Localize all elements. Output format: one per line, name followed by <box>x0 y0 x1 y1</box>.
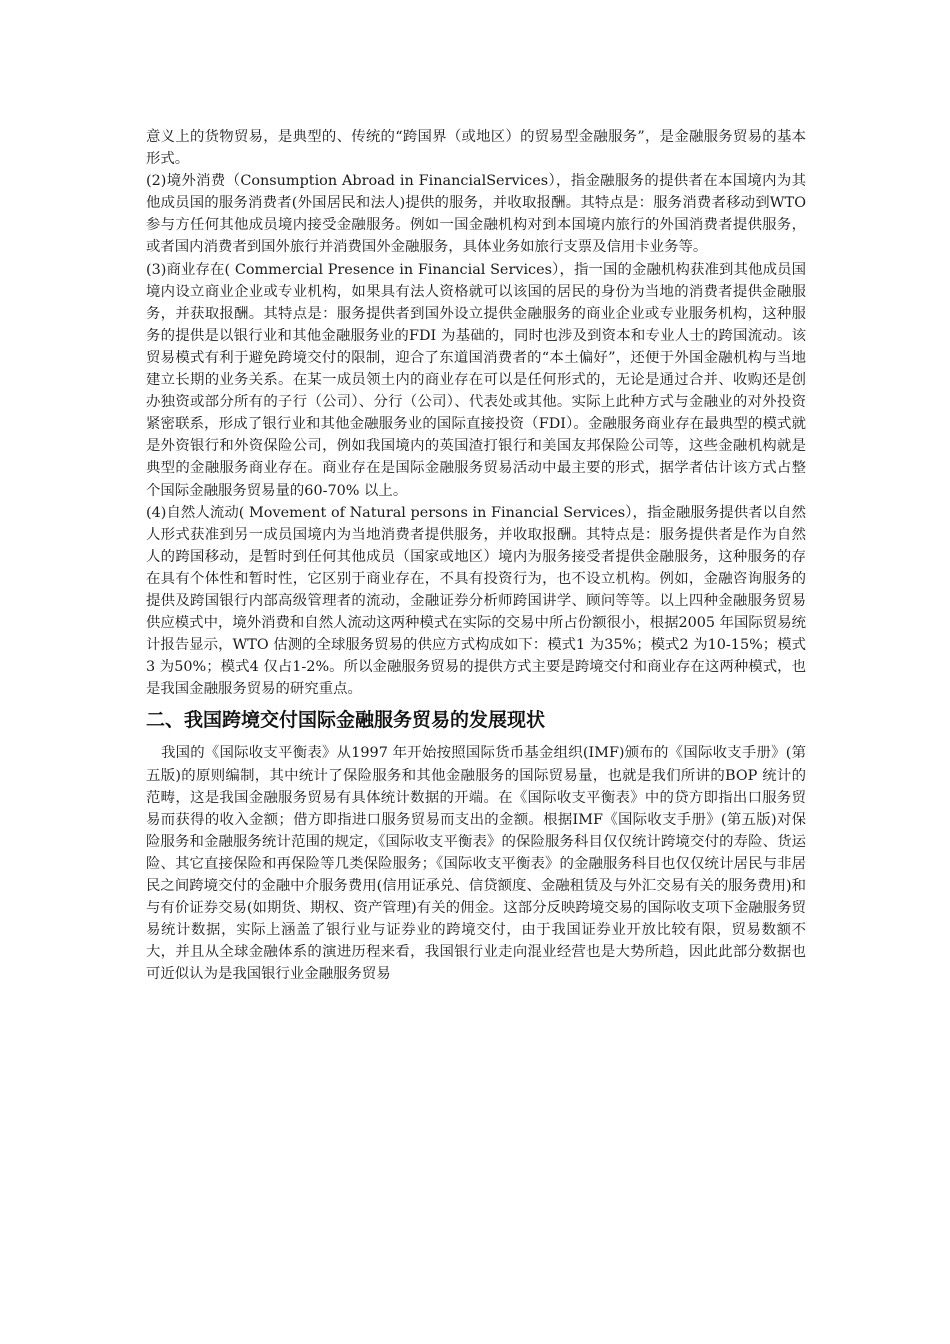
paragraph-natural-persons: (4)自然人流动( Movement of Natural persons in Financial Services），指金融服务提供者以自然人形式获准到另一成员国境内为当地消费者提供服务，并收取报酬。其特点是：服务提供者是作为自然人的跨国移动，是暂时到任何其他成员（国家或地区）境内为服务接受者提供金融服务，这种服务的存在具有个体性和暂时性，它区别于商业存在，不具有投资行为，也不设立机构。例如，金融咨询服务的提供及跨国银行内部高级管理者的流动，金融证券分析师跨国讲学、顾问等等。以上四种金融服务贸易供应模式中，境外消费和自然人流动这两种模式在实际的交易中所占份额很小，根据2005 年国际贸易统计报告显示，WTO 估测的全球服务贸易的供应方式构成如下：模式1 为35%；模式2 为10-15%；模式3 为50%；模式4 仅占1-2%。所以金融服务贸易的提供方式主要是跨境交付和商业存在这两种模式，也是我国金融服务贸易的研究重点。 <box>146 504 806 698</box>
paragraph-goods-trade-continuation: 意义上的货物贸易，是典型的、传统的“跨国界（或地区）的贸易型金融服务”，是金融服务贸易的基本形式。 <box>146 129 806 168</box>
document-page <box>146 126 806 985</box>
section-heading: 二、我国跨境交付国际金融服务贸易的发展现状 <box>146 709 546 732</box>
paragraph-bop-statistics: 我国的《国际收支平衡表》从1997 年开始按照国际货币基金组织(IMF)颁布的《国际收支手册》(第五版)的原则编制，其中统计了保险服务和其他金融服务的国际贸易量，也就是我们所讲的BOP 统计的范畴，这是我国金融服务贸易有具体统计数据的开端。在《国际收支平衡表》中的贷方即指出口服务贸易而获得的收入金额；借方即指进口服务贸易而支出的金额。根据IMF《国际收支手册》(第五版)对保险服务和金融服务统计范围的规定，《国际收支平衡表》的保险服务科目仅仅统计跨境交付的寿险、货运险、其它直接保险和再保险等几类保险服务；《国际收支平衡表》的金融服务科目也仅仅统计居民与非居民之间跨境交付的金融中介服务费用(信用证承兑、信贷额度、金融租赁及与外汇交易有关的服务费用)和与有价证券交易(如期货、期权、资产管理)有关的佣金。这部分反映跨境交易的国际收支项下金融服务贸易统计数据，实际上涵盖了银行业与证券业的跨境交付，由于我国证券业开放比较有限，贸易数额不大，并且从全球金融体系的演进历程来看，我国银行业走向混业经营也是大势所趋，因此此部分数据也可近似认为是我国银行业金融服务贸易 <box>146 745 806 983</box>
paragraph-consumption-abroad: (2)境外消费（Consumption Abroad in FinancialServices），指金融服务的提供者在本国境内为其他成员国的服务消费者(外国居民和法人)提供的服务，并收取报酬。其特点是：服务消费者移动到WTO 参与方任何其他成员境内接受金融服务。例如一国金融机构对到本国境内旅行的外国消费者提供服务，或者国内消费者到国外旅行并消费国外金融服务，具体业务如旅行支票及信用卡业务等。 <box>146 173 806 256</box>
paragraph-commercial-presence: (3)商业存在( Commercial Presence in Financial Services），指一国的金融机构获准到其他成员国境内设立商业企业或专业机构，如果具有法人资格就可以该国的居民的身份为当地的消费者提供金融服务，并获取报酬。其特点是：服务提供者到国外设立提供金融服务的商业企业或专业服务机构，这种服务的提供是以银行业和其他金融服务业的FDI 为基础的，同时也涉及到资本和专业人士的跨国流动。该贸易模式有利于避免跨境交付的限制，迎合了东道国消费者的“本土偏好”，还便于外国金融机构与当地建立长期的业务关系。在某一成员领土内的商业存在可以是任何形式的，无论是通过合并、收购还是创办独资或部分所有的子行（公司）、分行（公司）、代表处或其他。实际上此种方式与金融业的对外投资紧密联系，形成了银行业和其他金融服务业的国际直接投资（FDI）。金融服务商业存在最典型的模式就是外资银行和外资保险公司，例如我国境内的英国渣打银行和美国友邦保险公司等，这些金融机构就是典型的金融服务商业存在。商业存在是国际金融服务贸易活动中最主要的形式，据学者估计该方式占整个国际金融服务贸易量的60-70% 以上。 <box>146 261 806 499</box>
